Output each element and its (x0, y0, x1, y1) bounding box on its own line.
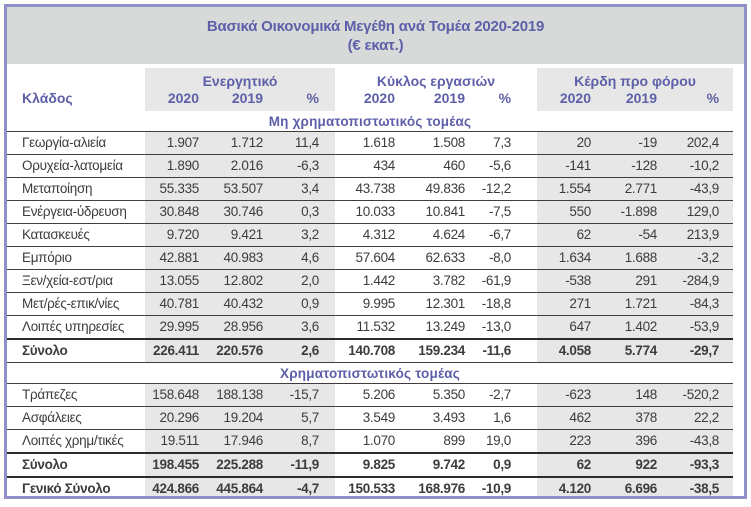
row-label: Ξεν/χεία-εστ/ρια (7, 270, 145, 293)
value-cell: -15,7 (275, 384, 335, 407)
value-cell: -284,9 (669, 270, 733, 293)
value-cell: -19 (603, 132, 669, 155)
value-cell: 1.721 (603, 293, 669, 316)
value-cell: 0,9 (477, 453, 537, 477)
value-cell: 1.508 (407, 132, 477, 155)
value-cell: 30.848 (145, 201, 211, 224)
value-cell: -84,3 (669, 293, 733, 316)
value-cell: 198.455 (145, 453, 211, 477)
column-header-percent: % (306, 90, 319, 106)
row-label: Κατασκευές (7, 224, 145, 247)
value-cell: 647 (537, 316, 603, 340)
value-cell: -2,7 (477, 384, 537, 407)
value-cell: 2,0 (275, 270, 335, 293)
value-cell: -13,0 (477, 316, 537, 340)
table-row (7, 132, 733, 155)
value-cell: 202,4 (669, 132, 733, 155)
section-header-row (7, 111, 733, 132)
value-cell: 12.301 (407, 293, 477, 316)
table-area (7, 64, 744, 499)
group-header-row (7, 68, 733, 89)
value-cell: 9.421 (211, 224, 275, 247)
value-cell: 13.249 (407, 316, 477, 340)
value-cell: -12,2 (477, 178, 537, 201)
value-cell: 53.507 (211, 178, 275, 201)
table-row (7, 224, 733, 247)
value-cell: 220.576 (211, 339, 275, 363)
value-cell: 5,7 (275, 407, 335, 430)
value-cell: 9.720 (145, 224, 211, 247)
value-cell: 29.995 (145, 316, 211, 340)
section-header-row (7, 363, 733, 384)
value-cell: -3,2 (669, 247, 733, 270)
table-row (7, 201, 733, 224)
value-cell: -1.898 (603, 201, 669, 224)
value-cell: 40.432 (211, 293, 275, 316)
value-cell: 20.296 (145, 407, 211, 430)
value-cell: -141 (537, 155, 603, 178)
value-cell: 3.493 (407, 407, 477, 430)
value-cell: 49.836 (407, 178, 477, 201)
value-cell: -43,8 (669, 430, 733, 454)
column-group-assets: Ενεργητικό (202, 73, 278, 89)
value-cell: 28.956 (211, 316, 275, 340)
column-header-percent: % (706, 90, 720, 106)
value-cell: 30.746 (211, 201, 275, 224)
value-cell: 424.866 (145, 477, 211, 499)
column-group-profit: Κέρδη προ φόρου (574, 73, 696, 89)
value-cell: 3,6 (275, 316, 335, 340)
table-row (7, 430, 733, 454)
table-row (7, 178, 733, 201)
column-header-year: 2020 (559, 90, 592, 106)
value-cell: 158.648 (145, 384, 211, 407)
value-cell: 1.907 (145, 132, 211, 155)
column-header-year: 2019 (625, 90, 658, 106)
value-cell: 1,6 (477, 407, 537, 430)
value-cell: 40.983 (211, 247, 275, 270)
value-cell: 129,0 (669, 201, 733, 224)
table-row (7, 453, 733, 477)
value-cell: 10.033 (335, 201, 407, 224)
value-cell: 3.549 (335, 407, 407, 430)
value-cell: -6,3 (275, 155, 335, 178)
value-cell: 19.204 (211, 407, 275, 430)
column-header-year: 2020 (167, 90, 199, 106)
table-row (7, 155, 733, 178)
value-cell: 445.864 (211, 477, 275, 499)
value-cell: 225.288 (211, 453, 275, 477)
row-label: Γεωργία-αλιεία (7, 132, 145, 155)
value-cell: -7,5 (477, 201, 537, 224)
value-cell: 3,4 (275, 178, 335, 201)
value-cell: 460 (407, 155, 477, 178)
column-header-percent: % (498, 90, 512, 106)
table-row (7, 384, 733, 407)
table-row (7, 477, 733, 499)
value-cell: 378 (603, 407, 669, 430)
column-header-year: 2020 (363, 90, 395, 106)
row-label: Λοιπές υπηρεσίες (7, 316, 145, 340)
value-cell: 4.120 (537, 477, 603, 499)
column-header-year: 2019 (231, 90, 263, 106)
value-cell: 2.771 (603, 178, 669, 201)
table-title: Βασικά Οικονομικά Μεγέθη ανά Τομέα 2020-2019 (206, 18, 545, 35)
table-row (7, 339, 733, 363)
table-row (7, 247, 733, 270)
value-cell: 0,9 (275, 293, 335, 316)
table-row (7, 293, 733, 316)
value-cell: -6,7 (477, 224, 537, 247)
value-cell: 40.781 (145, 293, 211, 316)
row-label: Ασφάλειες (7, 407, 145, 430)
value-cell: 22,2 (669, 407, 733, 430)
financial-report-table (4, 4, 747, 499)
value-cell: 1.634 (537, 247, 603, 270)
value-cell: -61,9 (477, 270, 537, 293)
value-cell: 396 (603, 430, 669, 454)
value-cell: -29,7 (669, 339, 733, 363)
value-cell: 2,6 (275, 339, 335, 363)
value-cell: 168.976 (407, 477, 477, 499)
table-title-block (7, 7, 744, 64)
value-cell: 62 (537, 224, 603, 247)
row-label: Ενέργεια-ύδρευση (7, 201, 145, 224)
row-label: Σύνολο (7, 339, 145, 363)
value-cell: 4.624 (407, 224, 477, 247)
table-subtitle: (€ εκατ.) (347, 37, 404, 54)
value-cell: 62.633 (407, 247, 477, 270)
value-cell: 1.712 (211, 132, 275, 155)
row-label: Μεταποίηση (7, 178, 145, 201)
value-cell: 150.533 (335, 477, 407, 499)
row-label: Λοιπές χρημ/τικές (7, 430, 145, 454)
value-cell: 9.825 (335, 453, 407, 477)
value-cell: 140.708 (335, 339, 407, 363)
value-cell: 291 (603, 270, 669, 293)
section-header: Μη χρηματοπιστωτικός τομέας (7, 111, 733, 132)
value-cell: 213,9 (669, 224, 733, 247)
value-cell: -623 (537, 384, 603, 407)
value-cell: 9.742 (407, 453, 477, 477)
data-table (7, 68, 733, 499)
row-label: Τράπεζες (7, 384, 145, 407)
table-row (7, 407, 733, 430)
value-cell: 2.016 (211, 155, 275, 178)
value-cell: 271 (537, 293, 603, 316)
value-cell: 1.442 (335, 270, 407, 293)
value-cell: -11,9 (275, 453, 335, 477)
value-cell: 148 (603, 384, 669, 407)
column-header-sector: Κλάδος (22, 90, 73, 106)
column-group-turnover: Κύκλος εργασιών (376, 73, 496, 89)
value-cell: -128 (603, 155, 669, 178)
value-cell: 62 (537, 453, 603, 477)
value-cell: -38,5 (669, 477, 733, 499)
value-cell: 11,4 (275, 132, 335, 155)
value-cell: 5.774 (603, 339, 669, 363)
value-cell: 43.738 (335, 178, 407, 201)
value-cell: 55.335 (145, 178, 211, 201)
value-cell: -8,0 (477, 247, 537, 270)
value-cell: 4.058 (537, 339, 603, 363)
value-cell: 434 (335, 155, 407, 178)
value-cell: -10,2 (669, 155, 733, 178)
value-cell: 899 (407, 430, 477, 454)
value-cell: 4.312 (335, 224, 407, 247)
value-cell: 188.138 (211, 384, 275, 407)
value-cell: -520,2 (669, 384, 733, 407)
section-header: Χρηματοπιστωτικός τομέας (7, 363, 733, 384)
value-cell: 9.995 (335, 293, 407, 316)
table-body (7, 111, 733, 499)
value-cell: 13.055 (145, 270, 211, 293)
value-cell: 57.604 (335, 247, 407, 270)
value-cell: 1.618 (335, 132, 407, 155)
value-cell: 1.402 (603, 316, 669, 340)
row-label: Σύνολο (7, 453, 145, 477)
value-cell: -18,8 (477, 293, 537, 316)
row-label: Μετ/ρές-επικ/νίες (7, 293, 145, 316)
value-cell: 223 (537, 430, 603, 454)
value-cell: 12.802 (211, 270, 275, 293)
value-cell: -53,9 (669, 316, 733, 340)
table-row (7, 316, 733, 340)
value-cell: 6.696 (603, 477, 669, 499)
value-cell: 1.890 (145, 155, 211, 178)
value-cell: 159.234 (407, 339, 477, 363)
value-cell: 10.841 (407, 201, 477, 224)
value-cell: -43,9 (669, 178, 733, 201)
table-row (7, 270, 733, 293)
column-header-year: 2019 (433, 90, 465, 106)
value-cell: 4,6 (275, 247, 335, 270)
row-label: Εμπόριο (7, 247, 145, 270)
value-cell: -11,6 (477, 339, 537, 363)
value-cell: 3,2 (275, 224, 335, 247)
value-cell: 462 (537, 407, 603, 430)
value-cell: -538 (537, 270, 603, 293)
value-cell: 42.881 (145, 247, 211, 270)
value-cell: -93,3 (669, 453, 733, 477)
value-cell: 922 (603, 453, 669, 477)
value-cell: 3.782 (407, 270, 477, 293)
value-cell: 7,3 (477, 132, 537, 155)
row-label: Γενικό Σύνολο (7, 477, 145, 499)
value-cell: 5.350 (407, 384, 477, 407)
value-cell: 5.206 (335, 384, 407, 407)
value-cell: 226.411 (145, 339, 211, 363)
value-cell: 550 (537, 201, 603, 224)
value-cell: 1.070 (335, 430, 407, 454)
value-cell: 20 (537, 132, 603, 155)
value-cell: 17.946 (211, 430, 275, 454)
row-label: Ορυχεία-λατομεία (7, 155, 145, 178)
value-cell: 1.554 (537, 178, 603, 201)
value-cell: 8,7 (275, 430, 335, 454)
value-cell: 19.511 (145, 430, 211, 454)
value-cell: 1.688 (603, 247, 669, 270)
value-cell: -5,6 (477, 155, 537, 178)
value-cell: 11.532 (335, 316, 407, 340)
value-cell: -10,9 (477, 477, 537, 499)
value-cell: 19,0 (477, 430, 537, 454)
value-cell: 0,3 (275, 201, 335, 224)
value-cell: -54 (603, 224, 669, 247)
value-cell: -4,7 (275, 477, 335, 499)
